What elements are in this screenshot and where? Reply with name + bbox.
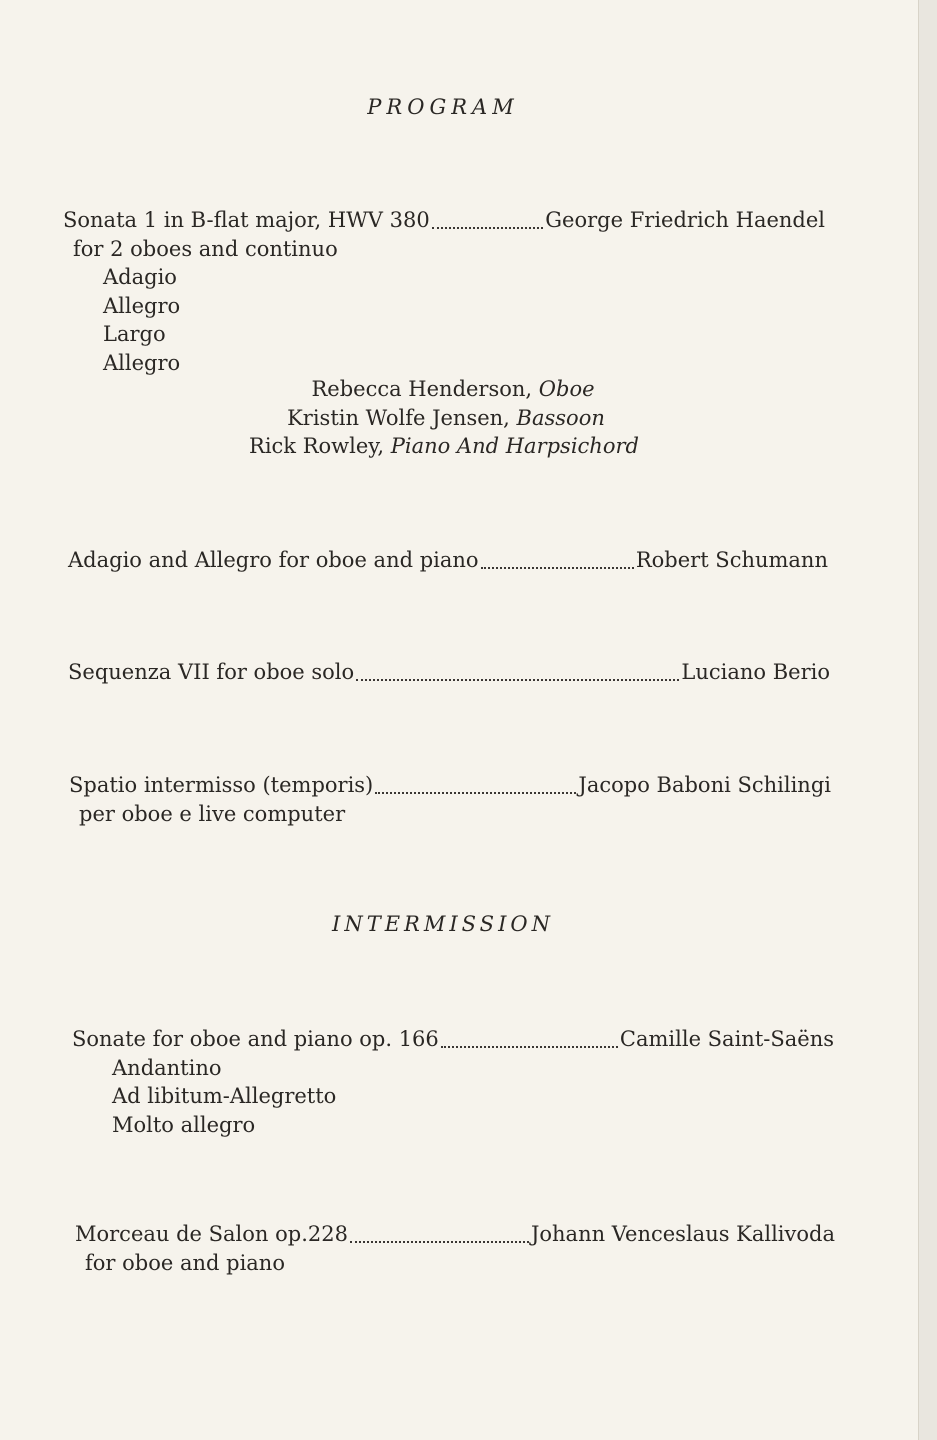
- intermission-heading: INTERMISSION: [332, 912, 554, 936]
- performer-role: Oboe: [538, 377, 595, 401]
- piece-schilingi: [69, 771, 831, 828]
- piece-title: Sonata 1 in B-flat major, HWV 380: [63, 208, 430, 232]
- movement: Allegro: [103, 293, 181, 318]
- leader-dots: [481, 561, 634, 569]
- piece-berio: [68, 658, 830, 687]
- piece-schumann: [68, 546, 828, 575]
- performer-role: Bassoon: [516, 405, 605, 430]
- performers-list: [0, 375, 886, 461]
- piece-saint-saens: [72, 1025, 834, 1139]
- piece-kallivoda: [75, 1220, 835, 1277]
- leader-dots: [356, 673, 679, 681]
- piece-composer: Luciano Berio: [681, 660, 830, 684]
- piece-title: Sonate for oboe and piano op. 166: [72, 1027, 439, 1051]
- leader-dots: [432, 221, 544, 229]
- piece-title: Adagio and Allegro for oboe and piano: [68, 548, 479, 572]
- performer: [0, 432, 886, 461]
- piece-subtitle: for oboe and piano: [85, 1250, 285, 1275]
- piece-composer: George Friedrich Haendel: [545, 208, 825, 232]
- piece-title: Morceau de Salon op.228: [75, 1222, 348, 1246]
- piece-title: Spatio intermisso (temporis): [69, 773, 374, 797]
- leader-dots: [375, 786, 576, 794]
- piece-subtitle: for 2 oboes and continuo: [73, 236, 338, 261]
- performer-name: Rick Rowley,: [249, 434, 385, 458]
- performer-name: Rebecca Henderson,: [311, 377, 533, 401]
- piece-composer: Robert Schumann: [635, 548, 828, 572]
- piece-composer: Johann Venceslaus Kallivoda: [530, 1222, 835, 1246]
- piece-haendel: [63, 206, 825, 377]
- movement: Ad libitum-Allegretto: [112, 1084, 337, 1108]
- movement: Largo: [103, 322, 166, 346]
- piece-title: Sequenza VII for oboe solo: [68, 660, 355, 684]
- movement: Molto allegro: [112, 1112, 256, 1137]
- performer-name: Kristin Wolfe Jensen,: [287, 405, 510, 430]
- movement: Andantino: [112, 1055, 222, 1080]
- movement: Allegro: [103, 350, 181, 375]
- performer-role: Piano And Harpsichord: [390, 434, 639, 458]
- piece-subtitle: per oboe e live computer: [79, 801, 346, 826]
- piece-composer: Camille Saint-Saëns: [619, 1027, 834, 1051]
- piece-composer: Jacopo Baboni Schilingi: [578, 773, 831, 797]
- leader-dots: [441, 1040, 618, 1048]
- leader-dots: [350, 1235, 529, 1243]
- performer: [0, 404, 886, 433]
- performer: [0, 375, 886, 404]
- program-heading: PROGRAM: [367, 95, 519, 119]
- movement: Adagio: [103, 265, 177, 289]
